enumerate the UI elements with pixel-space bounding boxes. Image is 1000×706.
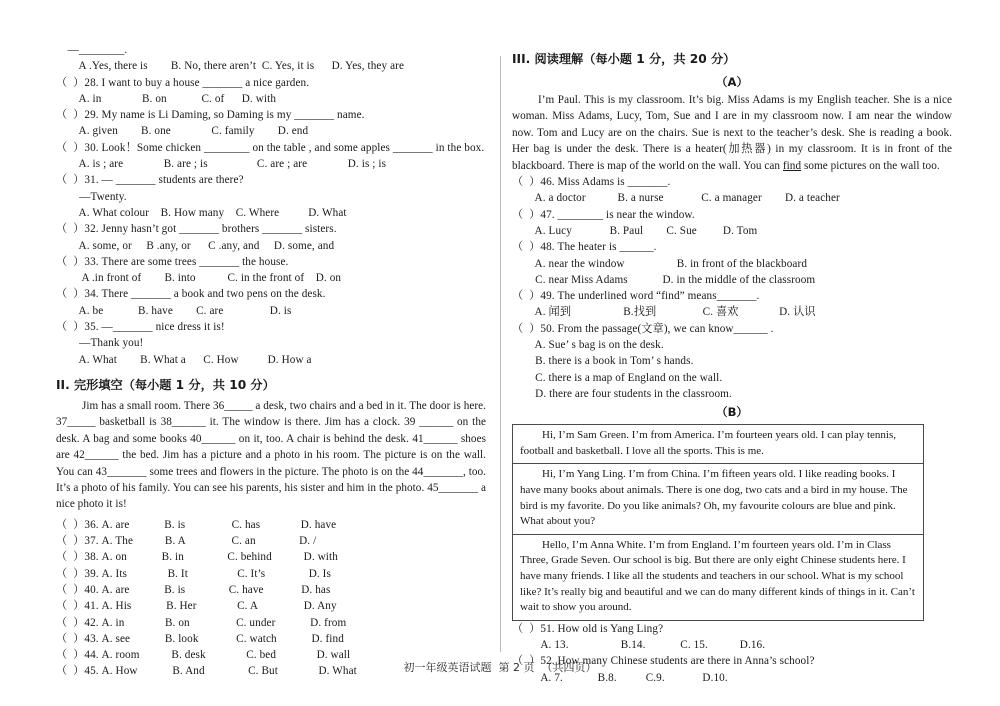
question-30-stem: （ ）30. Look！Some chicken ________ on the table , and some apples _______ in the box. (56, 141, 485, 154)
cloze-option-41: （ ）41. A. His B. Her C. A D. Any (56, 600, 337, 613)
question-50-stem: （ ）50. From the passage(文章), we can know______ . (512, 322, 774, 335)
question-31-options: A. What colour B. How many C. Where D. What (56, 206, 347, 219)
question-31-stem-reply: —Twenty. (56, 190, 127, 203)
question-34-options: A. be B. have C. are D. is (56, 304, 292, 317)
passage-a-underlined-word: find (782, 159, 802, 172)
cloze-option-44: （ ）44. A. room B. desk C. bed D. wall (56, 649, 351, 662)
question-29-options: A. given B. one C. family D. end (56, 125, 309, 138)
cloze-option-37: （ ）37. A. The B. A C. an D. / (56, 535, 317, 548)
question-48-stem: （ ）48. The heater is ______. (512, 241, 657, 254)
cloze-option-42: （ ）42. A. in B. on C. under D. from (56, 616, 347, 629)
passage-a-text (512, 92, 952, 174)
question-35-stem-reply: —Thank you! (56, 337, 144, 350)
section-3-heading: III. 阅读理解（每小题 1 分，共 20 分） (512, 52, 736, 66)
question-50-option-a: A. Sue’ s bag is on the desk. (512, 339, 664, 351)
question-27-stem: —________. (56, 44, 128, 56)
question-32-stem: （ ）32. Jenny hasn’t got _______ brothers _______ sisters. (56, 223, 337, 236)
question-48-options-ab: A. near the window B. in front of the blackboard (512, 257, 808, 270)
question-34-stem: （ ）34. There _______ a book and two pens on the desk. (56, 288, 326, 301)
cloze-option-36: （ ）36. A. are B. is C. has D. have (56, 518, 337, 531)
question-51-options: A. 13. B.14. C. 15. D.16. (512, 639, 766, 652)
passage-a-label: （A） (715, 75, 749, 89)
passage-a-part2: some pictures on the wall too. (801, 159, 940, 172)
passage-b-label: （B） (715, 405, 749, 420)
question-29-stem: （ ）29. My name is Li Daming, so Daming is my _______ name. (56, 109, 365, 122)
passage-b-sam-green: Hi, I’m Sam Green. I’m from America. I’m fourteen years old. I can play tennis, football and basketball. I love all the sports. This is me. (513, 425, 923, 464)
question-33-stem: （ ）33. There are some trees _______ the house. (56, 255, 289, 268)
passage-b-yang-ling: Hi, I’m Yang Ling. I’m from China. I’m fifteen years old. I like reading books. I have many books about animals. There is one dog, two cats and a bird in my house. The bird is my favorite. Do you like animals? Oh, my favourite colours are blue and pink. What about you? (513, 464, 923, 534)
cloze-option-40: （ ）40. A. are B. is C. have D. has (56, 583, 331, 596)
cloze-option-45: （ ）45. A. How B. And C. But D. What (56, 665, 357, 678)
question-30-options: A. is ; are B. are ; is C. are ; are D. is ; is (56, 158, 387, 171)
question-50-option-d: D. there are four students in the classroom. (512, 387, 732, 400)
question-52-options: A. 7. B.8. C.9. D.10. (512, 671, 728, 684)
question-35-options: A. What B. What a C. How D. How a (56, 353, 312, 366)
question-28-options: A. in B. on C. of D. with (56, 92, 277, 105)
question-50-option-b: B. there is a book in Tom’ s hands. (512, 355, 694, 368)
question-35-stem: （ ）35. —_______ nice dress it is! (56, 321, 225, 334)
right-column (512, 42, 952, 686)
passage-b-box-group (512, 424, 924, 621)
question-46-options: A. a doctor B. a nurse C. a manager D. a teacher (512, 192, 840, 205)
question-31-stem: （ ）31. — _______ students are there? (56, 174, 244, 187)
question-46-stem: （ ）46. Miss Adams is _______. (512, 176, 671, 189)
question-49-stem: （ ）49. The underlined word “find” means_______. (512, 290, 760, 303)
passage-a-part1: I’m Paul. This is my classroom. It’s big. Miss Adams is my English teacher. She is a nice woman. Miss Adams, Lucy, Tom, Sue and I are in my classroom now. I am near the window now. Tom and Lucy are on the chairs. Sue is next to the teacher’s desk. She is reading a book. Her bag is under the desk. There is a heater(加热器) in my classroom. It is in front of the blackboard. There is map of the world on the wall. You can (512, 94, 952, 172)
passage-b-anna-white: Hello, I’m Anna White. I’m from England. I’m fourteen years old. I’m in Class Three, Grade Seven. Our school is big. But there are only eight Chinese students here. I have many friends. I like all the students and teachers in our school. What is my school like? It’s really big and beautiful and we can do many different kinds of things in it. Can’t wait to show you around. (520, 538, 915, 614)
question-52-stem: （ ）52. How many Chinese students are there in Anna’s school? (512, 655, 815, 668)
page-footer: 初一年级英语试题 第 2 页 （共四页） (403, 661, 597, 674)
cloze-option-39: （ ）39. A. Its B. It C. It’s D. Is (56, 567, 331, 580)
question-27-options: A .Yes, there is B. No, there aren’t C. Yes, it is D. Yes, they are (56, 60, 405, 73)
question-47-stem: （ ）47. ________ is near the window. (512, 208, 695, 221)
question-28-stem: （ ）28. I want to buy a house _______ a nice garden. (56, 76, 310, 89)
question-48-options-cd: C. near Miss Adams D. in the middle of the classroom (512, 273, 816, 286)
question-32-options: A. some, or B .any, or C .any, and D. some, and (56, 239, 335, 252)
column-divider (500, 56, 501, 652)
section-2-heading: II. 完形填空（每小题 1 分，共 10 分） (56, 377, 275, 392)
question-50-option-c: C. there is a map of England on the wall. (512, 371, 723, 384)
left-column (56, 42, 486, 680)
cloze-passage: Jim has a small room. There 36_____ a desk, two chairs and a bed in it. The door is here. 37_____ basketball is 38______ it. The window is there. Jim has a clock. 39 ______ on the desk. A bag and some books 40______ on it, too. A chair is behind the desk. 41______ shoes are 42______ the bed. Jim has a picture and a photo in his room. The picture is on the wall. You can 43_______ some trees and flowers in the picture. The photo is on the 44_______, too. It’s a photo of his family. You can see his parents, his sister and him in the photo. 45_______ a nice photo it is! (56, 399, 486, 511)
question-49-options: A. 闻到 B.找到 C. 喜欢 D. 认识 (512, 306, 816, 319)
question-51-stem: （ ）51. How old is Yang Ling? (512, 622, 664, 635)
question-33-options: A .in front of B. into C. in the front of D. on (56, 272, 342, 285)
cloze-option-38: （ ）38. A. on B. in C. behind D. with (56, 551, 338, 564)
question-47-options: A. Lucy B. Paul C. Sue D. Tom (512, 224, 758, 237)
cloze-option-43: （ ）43. A. see B. look C. watch D. find (56, 632, 344, 645)
